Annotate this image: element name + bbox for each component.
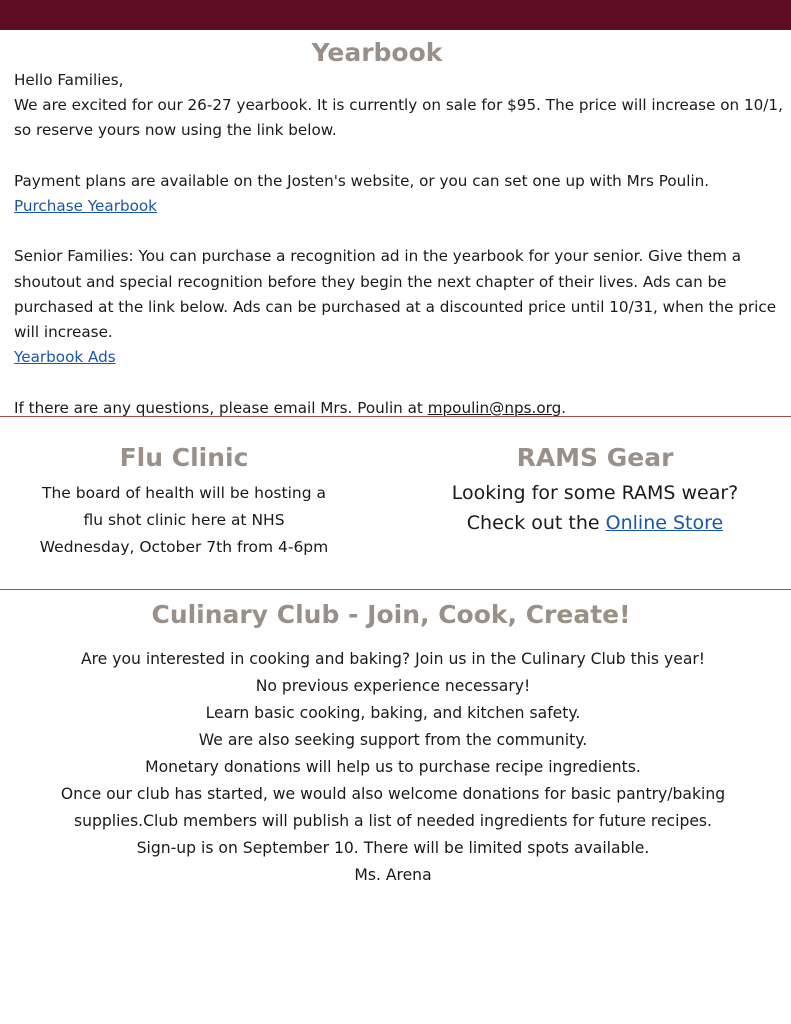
culinary-club-body	[0, 646, 786, 889]
culinary-line: Once our club has started, we would also welcome donations for basic pantry/baking	[60, 785, 726, 803]
flu-clinic-section	[14, 440, 354, 561]
intro-text: We are excited for our 26-27 yearbook. It is currently on sale for $95. The price will increase on 10/1, so reserve yours now using the link below.	[14, 96, 783, 140]
questions-text	[14, 396, 784, 421]
divider-bottom	[0, 589, 791, 590]
questions-prefix: If there are any questions, please email Mrs. Poulin at	[14, 398, 428, 417]
yearbook-title: Yearbook	[311, 38, 443, 67]
rams-gear-title: RAMS Gear	[516, 443, 674, 472]
purchase-yearbook-link[interactable]: Purchase Yearbook	[14, 197, 157, 215]
greeting-text: Hello Families,	[14, 71, 124, 89]
divider-top	[0, 416, 791, 417]
rams-gear-section	[430, 440, 760, 538]
culinary-line: Learn basic cooking, baking, and kitchen safety.	[205, 704, 581, 722]
flu-line: Wednesday, October 7th from 4-6pm	[39, 538, 329, 556]
culinary-line: We are also seeking support from the community.	[198, 731, 588, 749]
payment-text: Payment plans are available on the Josten's website, or you can set one up with Mrs Poulin.	[14, 171, 710, 190]
culinary-line: No previous experience necessary!	[255, 677, 531, 695]
flu-line: flu shot clinic here at NHS	[83, 511, 285, 529]
flu-line: The board of health will be hosting a	[42, 484, 326, 502]
questions-suffix: .	[561, 398, 567, 417]
top-banner	[0, 0, 791, 30]
online-store-link[interactable]: Online Store	[605, 512, 724, 534]
yearbook-ads-link[interactable]: Yearbook Ads	[14, 348, 116, 367]
culinary-signature: Ms. Arena	[354, 866, 432, 884]
email-link[interactable]: mpoulin@nps.org	[427, 398, 562, 417]
culinary-line: Sign-up is on September 10. There will be limited spots available.	[136, 839, 650, 857]
rams-line-2	[430, 508, 760, 538]
culinary-line: Monetary donations will help us to purchase recipe ingredients.	[145, 758, 641, 776]
culinary-line: Are you interested in cooking and baking? Join us in the Culinary Club this year!	[80, 650, 706, 668]
rams-line: Looking for some RAMS wear?	[451, 482, 739, 504]
rams-line-prefix: Check out the	[466, 512, 606, 534]
senior-text: Senior Families: You can purchase a recognition ad in the yearbook for your senior. Give them a shoutout and special recognition before they begin the next chapter of their lives. Ads can be purchased at the link below. Ads can be purchased at a discounted price until 10/31, when the price will increase.	[14, 247, 777, 341]
culinary-line: supplies.Club members will publish a list of needed ingredients for future recipes.	[73, 812, 713, 830]
culinary-club-title: Culinary Club - Join, Cook, Create!	[151, 600, 631, 629]
yearbook-body	[14, 68, 784, 421]
flu-clinic-title: Flu Clinic	[119, 443, 249, 472]
